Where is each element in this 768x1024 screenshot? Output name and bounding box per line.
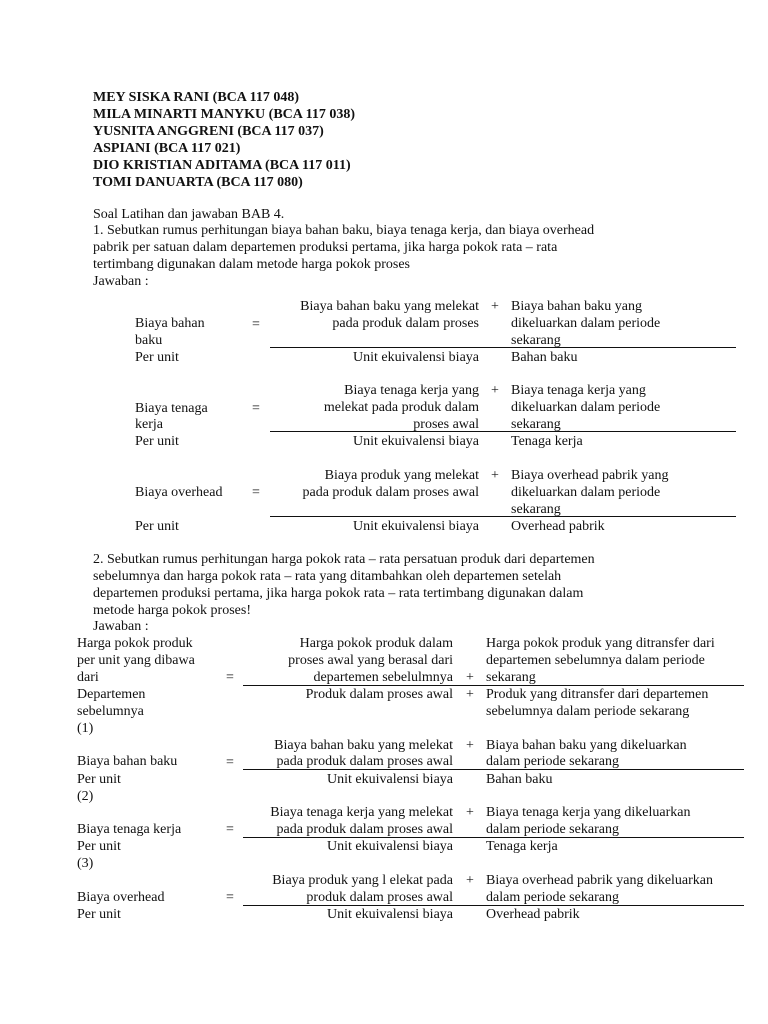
author-line: MEY SISKA RANI (BCA 117 048) bbox=[93, 90, 300, 105]
plus-sign: + bbox=[466, 687, 474, 702]
formula-label: Departemen bbox=[77, 687, 146, 702]
numerator-right: Biaya overhead pabrik yang dikeluarkan bbox=[486, 873, 714, 888]
numerator-left: Biaya produk yang melekat bbox=[324, 468, 479, 483]
numerator-left: Biaya tenaga kerja yang melekat bbox=[270, 805, 453, 820]
fraction-bar bbox=[270, 347, 736, 348]
denominator-left: Unit ekuivalensi biaya bbox=[353, 434, 479, 449]
numerator-left: departemen sebelulmnya bbox=[313, 670, 453, 685]
numerator-left: Biaya bahan baku yang melekat bbox=[274, 738, 453, 753]
question-2-line: departemen produksi pertama, jika harga pokok rata – rata tertimbang digunakan dalam bbox=[93, 586, 584, 601]
numerator-right: Biaya overhead pabrik yang bbox=[511, 468, 669, 483]
denominator-left: Unit ekuivalensi biaya bbox=[353, 350, 479, 365]
numerator-left: proses awal bbox=[413, 417, 479, 432]
formula-label: Per unit bbox=[77, 907, 121, 922]
formula-label: Biaya tenaga bbox=[135, 401, 208, 416]
question-1-line: pabrik per satuan dalam departemen produksi pertama, jika harga pokok rata – rata bbox=[93, 240, 558, 255]
numerator-right: Biaya tenaga kerja yang dikeluarkan bbox=[486, 805, 691, 820]
numerator-left: melekat pada produk dalam bbox=[323, 400, 479, 415]
question-2-line: 2. Sebutkan rumus perhitungan harga pokok rata – rata persatuan produk dari departemen bbox=[93, 552, 595, 567]
intro-text: Soal Latihan dan jawaban BAB 4. bbox=[93, 207, 285, 222]
denominator-right: Tenaga kerja bbox=[486, 839, 558, 854]
question-2-line: sebelumnya dan harga pokok rata – rata yang ditambahkan oleh departemen setelah bbox=[93, 569, 562, 584]
formula-label: per unit yang dibawa bbox=[77, 653, 195, 668]
author-line: DIO KRISTIAN ADITAMA (BCA 117 011) bbox=[93, 158, 351, 173]
denominator-right: Tenaga kerja bbox=[511, 434, 583, 449]
fraction-bar bbox=[270, 431, 736, 432]
plus-sign: + bbox=[491, 299, 499, 314]
answer-label: Jawaban : bbox=[93, 619, 149, 634]
numerator-right: departemen sebelumnya dalam periode bbox=[486, 653, 705, 668]
numerator-right: dalam periode sekarang bbox=[486, 754, 619, 769]
formula-label: Biaya bahan baku bbox=[77, 754, 178, 769]
numerator-left: pada produk dalam proses awal bbox=[276, 822, 453, 837]
numerator-left: pada produk dalam proses awal bbox=[302, 485, 479, 500]
numerator-right: Biaya tenaga kerja yang bbox=[511, 383, 646, 398]
formula-label: Per unit bbox=[77, 839, 121, 854]
denominator-left: Produk dalam proses awal bbox=[305, 687, 453, 702]
question-2-line: metode harga pokok proses! bbox=[93, 603, 251, 618]
numerator-right: sekarang bbox=[511, 417, 561, 432]
plus-sign: + bbox=[491, 468, 499, 483]
numerator-right: dalam periode sekarang bbox=[486, 890, 619, 905]
formula-label: baku bbox=[135, 333, 163, 348]
plus-sign: + bbox=[466, 738, 474, 753]
plus-sign: + bbox=[466, 670, 474, 685]
denominator-left: Unit ekuivalensi biaya bbox=[327, 907, 453, 922]
numerator-right: dikeluarkan dalam periode bbox=[511, 400, 661, 415]
numerator-right: dikeluarkan dalam periode bbox=[511, 316, 661, 331]
formula-number: (1) bbox=[77, 721, 94, 736]
formula-label: Biaya overhead bbox=[77, 890, 165, 905]
author-line: YUSNITA ANGGRENI (BCA 117 037) bbox=[93, 124, 324, 139]
numerator-left: Biaya tenaga kerja yang bbox=[344, 383, 479, 398]
formula-label: Biaya tenaga kerja bbox=[77, 822, 182, 837]
formula-label: Per unit bbox=[77, 772, 121, 787]
numerator-right: dalam periode sekarang bbox=[486, 822, 619, 837]
formula-number: (3) bbox=[77, 856, 94, 871]
denominator-right: sebelumnya dalam periode sekarang bbox=[486, 704, 690, 719]
numerator-right: Biaya bahan baku yang dikeluarkan bbox=[486, 738, 687, 753]
formula-label: Harga pokok produk bbox=[77, 636, 193, 651]
denominator-right: Bahan baku bbox=[511, 350, 578, 365]
fraction-bar bbox=[270, 516, 736, 517]
answer-label: Jawaban : bbox=[93, 274, 149, 289]
formula-number: (2) bbox=[77, 789, 94, 804]
denominator-left: Unit ekuivalensi biaya bbox=[327, 772, 453, 787]
numerator-left: pada produk dalam proses bbox=[332, 316, 479, 331]
author-line: TOMI DANUARTA (BCA 117 080) bbox=[93, 175, 303, 190]
equals-sign: = bbox=[252, 401, 260, 416]
formula-label: dari bbox=[77, 670, 99, 685]
numerator-left: Harga pokok produk dalam bbox=[299, 636, 453, 651]
plus-sign: + bbox=[466, 805, 474, 820]
formula-label: Per unit bbox=[135, 519, 179, 534]
plus-sign: + bbox=[491, 383, 499, 398]
denominator-left: Unit ekuivalensi biaya bbox=[327, 839, 453, 854]
numerator-right: sekarang bbox=[511, 333, 561, 348]
numerator-right: dikeluarkan dalam periode bbox=[511, 485, 661, 500]
question-1-line: tertimbang digunakan dalam metode harga pokok proses bbox=[93, 257, 410, 272]
numerator-right: sekarang bbox=[511, 502, 561, 517]
numerator-right: sekarang bbox=[486, 670, 536, 685]
denominator-right: Overhead pabrik bbox=[511, 519, 605, 534]
equals-sign: = bbox=[252, 485, 260, 500]
question-1-line: 1. Sebutkan rumus perhitungan biaya bahan baku, biaya tenaga kerja, dan biaya overhead bbox=[93, 223, 595, 238]
numerator-left: pada produk dalam proses awal bbox=[276, 754, 453, 769]
author-line: MILA MINARTI MANYKU (BCA 117 038) bbox=[93, 107, 356, 122]
formula-label: Per unit bbox=[135, 350, 179, 365]
denominator-right: Overhead pabrik bbox=[486, 907, 580, 922]
formula-label: Per unit bbox=[135, 434, 179, 449]
formula-label: Biaya overhead bbox=[135, 485, 223, 500]
denominator-right: Bahan baku bbox=[486, 772, 553, 787]
equals-sign: = bbox=[226, 755, 234, 770]
numerator-left: Biaya produk yang l elekat pada bbox=[272, 873, 453, 888]
numerator-right: Harga pokok produk yang ditransfer dari bbox=[486, 636, 715, 651]
denominator-left: Unit ekuivalensi biaya bbox=[353, 519, 479, 534]
numerator-left: Biaya bahan baku yang melekat bbox=[300, 299, 479, 314]
equals-sign: = bbox=[226, 890, 234, 905]
formula-label: Biaya bahan bbox=[135, 316, 205, 331]
formula-label: kerja bbox=[135, 417, 163, 432]
equals-sign: = bbox=[226, 670, 234, 685]
equals-sign: = bbox=[226, 822, 234, 837]
numerator-left: proses awal yang berasal dari bbox=[288, 653, 453, 668]
equals-sign: = bbox=[252, 317, 260, 332]
formula-label: sebelumnya bbox=[77, 704, 144, 719]
denominator-right: Produk yang ditransfer dari departemen bbox=[486, 687, 709, 702]
numerator-right: Biaya bahan baku yang bbox=[511, 299, 643, 314]
plus-sign: + bbox=[466, 873, 474, 888]
fraction-bar bbox=[243, 769, 744, 770]
numerator-left: produk dalam proses awal bbox=[306, 890, 453, 905]
author-line: ASPIANI (BCA 117 021) bbox=[93, 141, 241, 156]
